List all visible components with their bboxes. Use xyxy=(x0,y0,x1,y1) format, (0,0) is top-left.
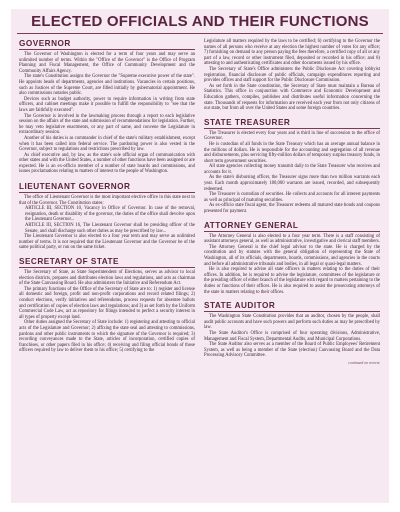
constitution-citation: ARTICLE III, SECTION 16, The Lieutenant Governor shall be presiding officer of the Senate, and shall discharge such other duties as may be prescribed by law... xyxy=(25,223,195,234)
paragraph: Legislature all matters required by the laws to be certified; 6) certifying to the Governor the names of all persons who receive at any election the highest number of votes for any office; 7) furnishing on demand to any person paying the fees therefore, a certified copy of all or any part of a law, record or other instrument filed, deposited or recorded in his office; and 8) attesting to and authenticating certificates and other documents issued by his office. xyxy=(204,39,380,67)
section-governor xyxy=(19,39,195,175)
section-body xyxy=(204,39,380,112)
paragraph: The state's Constitution assigns the Governor the "Supreme executive power of the state". He appoints heads of departments, agencies and institutions. Vacancies in certain positions, such as Justices of the Supreme Court, are filled initially by gubernatorial appointment. He also commissions notaries public. xyxy=(19,74,195,97)
paragraph: The Lieutenant Governor is also elected to a four year term and may serve an unlimited number of terms. It is not required that the Lieutenant Governor and the Governor be of the same political party, or run on the same ticket. xyxy=(19,234,195,251)
page-title: ELECTED OFFICIALS AND THEIR FUNCTIONS xyxy=(31,13,369,30)
left-column xyxy=(19,39,195,354)
paragraph: The Attorney General is the chief legal advisor to the state. He is charged by the constitution and by statutes with the general obligation of representing the State of Washington, all of its officials, departments, boards, commissions, and agencies in the courts and before all administrative tribunals and bodies, in all legal or quasi-legal matters. xyxy=(204,244,380,267)
section-heading: STATE AUDITOR xyxy=(204,301,380,312)
section-heading: LIEUTENANT GOVERNOR xyxy=(19,182,195,193)
title-divider xyxy=(17,33,383,34)
section-body xyxy=(204,234,380,296)
section-body xyxy=(19,52,195,175)
section-secretary-of-state xyxy=(19,257,195,354)
section-heading: ATTORNEY GENERAL xyxy=(204,221,380,232)
section-heading: STATE TREASURER xyxy=(204,118,380,129)
section-body xyxy=(204,314,380,359)
paragraph: Devices such as budget authority, power to require information in writing from state officers, and cabinet meetings make it possible to fulfill the responsibility to "see that the laws are faithfully executed". xyxy=(19,96,195,113)
paragraph: The State Auditor also serves as a member of the Board of Public Employees' Retirement System, as well as being a member of the State (election) Canvassing Board and the Data Processing Advisory Committee. xyxy=(204,342,380,359)
paragraph: As set forth in the State constitution, the Secretary of State must maintain a Bureau of Statistics. This office in conjunction with Commerce and Economic Development and Education gathers, compiles, publishes and distributes useful information concerning the state. Thousands of requests for information are received each year from not only citizens of our state, but from all over the United States and some foreign countries. xyxy=(204,83,380,112)
section-state-treasurer xyxy=(204,118,380,215)
paragraph: Another of his duties is as commander in chief of the state's military establishment, except when it has been called into federal service. The pardoning power is also vested in the Governor, subject to regulations and restrictions prescribed by law. xyxy=(19,135,195,153)
paragraph: The Washington State Constitution provides that an auditor, chosen by the people, shall audit public accounts and have such powers and perform such duties as may be prescribed by law. xyxy=(204,314,380,331)
paragraph: The primary functions of the Office of the Secretary of State are to: 1) register and license all domestic and foreign, profit and non-profit corporations and record related filings; 2) conduct elections, verify initiatives and referendums, process requests for absentee ballots and certification of copies of election laws and regulations; and 3) as set forth by the Uniform Commercial Code Law, act as repository for filings intended to perfect a security interest in all types of property except land. xyxy=(19,286,195,320)
section-state-auditor xyxy=(204,301,380,365)
document-page xyxy=(11,9,389,503)
section-attorney-general xyxy=(204,221,380,296)
section-body xyxy=(204,131,380,215)
paragraph: The Secretary of State's Office administers the Public Disclosure Act covering lobbyist registration, financial disclosure of public officials, campaign expenditures reporting and provides offices and staff support for the Public Disclosure Commission. xyxy=(204,66,380,84)
paragraph: He is also required to advise all state officers in matters relating to the duties of their offices. In addition, he is required to advise the legislature, committees of the legislature or the presiding officer of either branch of the legislature with regard to matters pertaining to the duties or functions of their offices. He is also required to assist the prosecuting attorneys of the state in matters relating to their offices. xyxy=(204,267,380,295)
paragraph: The State Auditor's Office is comprised of four operating divisions, Administrative, Management and Fiscal System, Departmental Audits, and Municipal Corporations. xyxy=(204,330,380,342)
section-secretary-of-state-continued xyxy=(204,39,380,112)
paragraph: The Treasurer is elected every four years and is third in line of succession to the office of Governor. xyxy=(204,130,380,142)
paragraph: He is custodian of all funds in the State Treasury which has an average annual balance in the millions of dollars. He is responsible for the accounting and segregation of all revenue and disbursements, plus servicing fifty-million dollars of temporary surplus treasury funds, in short term government securities. xyxy=(204,141,380,164)
paragraph: All state agencies collecting money transmit daily to the State Treasurer who receives and accounts for it. xyxy=(204,164,380,175)
section-body xyxy=(19,195,195,251)
section-heading: SECRETARY OF STATE xyxy=(19,257,195,268)
constitution-citation: ARTICLE III, SECTION 10, Vacancy in Office of Governor. In case of the removal, resignation, death or disability of the governor, the duties of the office shall devolve upon the Lieutenant Governor... xyxy=(25,206,195,223)
paragraph: The Governor is involved in the lawmaking process through a report to each legislative session on the affairs of the state and submission of recommendations for legislation. Further, he may veto legislative enactments, or any part of same, and convene the Legislature in extraordinary session. xyxy=(19,113,195,136)
paragraph: As chief executive and, by law, as the state's sole official organ of communication with other states and with the United States, a number of other functions have been assigned or are expected. He is an ex-officio member of a number of state boards and commissions, and issues proclamations relating to matters of interest to the people of Washington. xyxy=(19,152,195,175)
paragraph: As the state's disbursing officer, the Treasurer signs more than two million warrants each year. Each month approximately 180,000 warrants are issued, recorded, and subsequently redeemed. xyxy=(204,175,380,192)
right-column xyxy=(204,39,380,371)
paragraph: The Attorney General is also elected to a four year term. There is a staff consisting of assistant attorneys general, as well as administrative, investigative and clerical staff members. xyxy=(204,233,380,245)
paragraph: Other duties assigned the Secretary of State include: 1) registering and attesting to official acts of the Legislature and Governor; 2) affixing the state seal and attesting to commissions, pardons and other public instruments to which the signature of the Governor is required; 3) recording conveyances made to the State, articles of incorporation, certified copies of franchises, or other papers filed in his office; 4) receiving and filing official bonds of those officers required by law to deliver them to his office; 5) certifying to the xyxy=(19,320,195,354)
section-lieutenant-governor xyxy=(19,182,195,251)
continued-note: continued on reverse xyxy=(348,360,380,365)
paragraph: The Governor of Washington is elected for a term of four years and may serve an unlimited number of terms. Within the "Office of the Governor" is the Office of Program Planning and Fiscal Management, the Office of Community Development and the Community Affairs Agency. xyxy=(19,52,195,74)
paragraph: The office of Lieutenant Governor is the most important elective office in this state next to that of the Governor. The Constitution states: xyxy=(19,195,195,206)
paragraph: As ex-officio state fiscal agent, the Treasurer redeems all matured state bonds and coupons presented for payment. xyxy=(204,203,380,215)
section-heading: GOVERNOR xyxy=(19,39,195,50)
section-body xyxy=(19,270,195,354)
paragraph: The Secretary of State, as State Superintendent of Elections, serves as advisor to local election districts, prepares and distributes election laws and regulations, and acts as chairman of the State Canvassing Board. He also administers the Initiative and Referendum Act. xyxy=(19,270,195,287)
paragraph: The Treasurer is custodian of securities. He collects and accounts for all interest payments as well as principal of maturing securities. xyxy=(204,192,380,203)
